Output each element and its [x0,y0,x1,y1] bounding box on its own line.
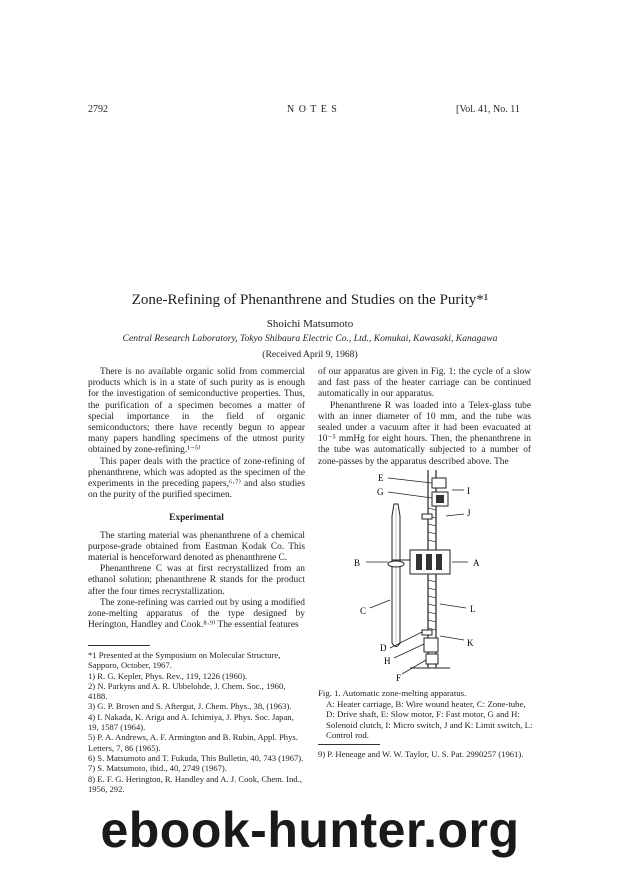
second-paragraph: This paper deals with the practice of zone-refining of phenanthrene, which was adopted as the specimen of the experiments in the preceding papers,⁶·⁷⁾ and also studies on the purity of the purified specimen. [88,456,305,501]
label-L: L [470,604,476,614]
footnote-item: 5) P. A. Andrews, A. F. Armington and B. Rubin, Appl. Phys. Letters, 7, 86 (1965). [88,732,298,753]
label-G: G [377,487,384,497]
limit-switch-bottom [422,630,432,635]
article-affiliation: Central Research Laboratory, Tokyo Shibaura Electric Co., Ltd., Komukai, Kawasaki, Kanagawa [122,333,498,344]
footnote-right: 9) P. Heneage and W. W. Taylor, U. S. Pat. 2990257 (1961). [318,749,524,759]
footnote-item: 2) N. Parkyns and A. R. Ubbelohde, J. Chem. Soc., 1960, 4188. [88,680,286,702]
heater-block [426,554,432,570]
wire-wound-heater [388,561,404,567]
article-author: Shoichi Matsumoto [266,318,354,330]
label-D: D [380,643,387,653]
heater-block [416,554,422,570]
right-column [318,367,531,468]
footnote-item: 6) S. Matsumoto and T. Fukuda, This Bulletin, 40, 743 (1967). [88,752,304,763]
label-A: A [473,558,480,568]
label-K: K [467,638,474,648]
footnotes-left [88,650,305,794]
fast-motor [426,654,438,664]
article-title: Zone-Refining of Phenanthrene and Studies on the Purity*¹ [131,292,489,308]
section-heading: Experimental [169,513,224,524]
label-C: C [360,606,367,616]
figure-apparatus-diagram [340,468,510,683]
intro-paragraph: There is no available organic solid from commercial products which is in a state of such purity as is enough for the investigation of semiconductive properties. Thus, the purification of a specimen becomes a matter of special importance in the field of organic semiconductors; there have recently begun to appear many papers handling specimens of the utmost purity obtained by zone-refining.¹⁻⁵⁾ [88,367,305,456]
right-paragraph-1: of our apparatus are given in Fig. 1: the cycle of a slow and fast pass of the heater carriage can be continued automatically in our apparatus. [318,367,531,400]
footnote-rule-right [318,744,380,745]
footnote-item: 8) E. F. G. Herington, R. Handley and A. J. Cook, Chem. Ind., 1956, 292. [88,773,302,794]
label-I: I [467,486,470,496]
experimental-paragraph-2: Phenanthrene C was at first recrystallized from an ethanol solution; phenanthrene R stands for the product after the four times recrystallization. [88,564,305,597]
footnote-item: 4) I. Nakada, K. Ariga and A. Ichimiya, J. Phys. Soc. Japan, 19, 1587 (1964). [88,711,294,733]
label-J: J [467,508,471,518]
left-column [88,367,305,631]
experimental-paragraph-1: The starting material was phenanthrene of a chemical purpose-grade obtained from Eastman Kodak Co. This material is henceforward denoted as phenanthrene C. [88,530,305,564]
heater-block [436,554,442,570]
caption-title: Fig. 1. Automatic zone-melting apparatus. [318,688,467,698]
footnote-item: 7) S. Matsumoto, ibid., 40, 2749 (1967). [88,763,227,774]
footnote-item: 1) R. G. Kepler, Phys. Rev., 119, 1226 (1960). [88,670,248,681]
solenoid-clutch-bottom [424,638,438,652]
limit-switch-top [422,514,432,519]
label-F: F [396,673,402,683]
running-title: N O T E S [287,104,338,115]
caption-body: A: Heater carriage, B: Wire wound heater, C: Zone-tube, D: Drive shaft, E: Slow motor, F: Fast motor, G and H: Solenoid clutch, I: Micro switch, J and K: Limit switch, L: Control rod. [326,698,533,741]
footnote-item: 3) G. P. Brown and S. Aftergut, J. Chem. Phys., 38, (1963). [88,701,292,712]
volume-info: [Vol. 41, No. 11 [456,104,520,115]
label-B: B [354,558,361,568]
clutch-core [436,495,444,503]
watermark-text: ebook-hunter.org [100,802,520,858]
page-number: 2792 [88,104,108,115]
received-date: (Received April 9, 1968) [262,349,358,360]
experimental-paragraph-3: The zone-refining was carried out by using a modified zone-melting apparatus of the type designed by Herington, Handley and Cook.⁸·⁹⁾ The essential features [88,597,305,631]
figure-caption [318,688,533,741]
label-E: E [378,473,384,483]
footnote-rule-left [88,645,150,646]
right-paragraph-2: Phenanthrene R was loaded into a Telex-glass tube with an inner diameter of 10 mm, and the tube was sealed under a vacuum after it had been evacuated at 10⁻⁵ mmHg for eight hours. Then, the phenanthrene in the tube was automatically subjected to a number of zone-passes by the apparatus described above. The [318,400,531,467]
label-H: H [384,656,391,666]
footnote-item: *1 Presented at the Symposium on Molecular Structure, Sapporo, October, 1967. [88,650,281,671]
slow-motor [432,478,446,488]
